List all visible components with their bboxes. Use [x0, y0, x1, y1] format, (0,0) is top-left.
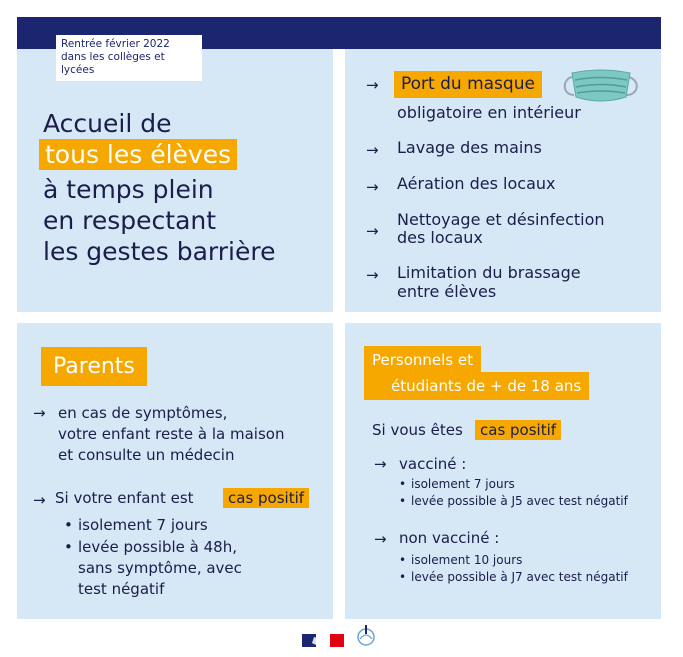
arrow-icon: →: [33, 491, 46, 509]
measure-ventilation: Aération des locaux: [397, 174, 556, 193]
staff-vaccinated-bullet-1: isolement 7 jours: [411, 477, 515, 491]
measure-mixing-2: entre élèves: [397, 282, 497, 301]
bullet-icon: •: [64, 516, 73, 534]
welcome-line-2: tous les élèves: [39, 139, 237, 170]
arrow-icon: →: [374, 530, 387, 548]
measure-mixing-1: Limitation du brassage: [397, 263, 581, 282]
staff-nonvaccinated-label: non vacciné :: [399, 529, 500, 547]
bullet-icon: •: [399, 570, 407, 584]
date-line-2: dans les collèges et lycées: [61, 51, 165, 76]
arrow-icon: →: [33, 404, 46, 422]
welcome-line-3: à temps plein: [43, 175, 214, 204]
staff-nonvaccinated-bullet-1: isolement 10 jours: [411, 553, 523, 567]
mask-sub: obligatoire en intérieur: [397, 103, 581, 122]
arrow-icon: →: [366, 141, 379, 159]
parents-positive-highlight: cas positif: [223, 488, 309, 508]
parents-title: Parents: [41, 347, 147, 386]
school-logo-icon: [352, 623, 380, 647]
bullet-icon: •: [399, 553, 407, 567]
measure-cleaning-1: Nettoyage et désinfection: [397, 210, 605, 229]
staff-title-2: étudiants de + de 18 ans: [364, 372, 589, 400]
staff-intro-highlight: cas positif: [475, 420, 561, 440]
date-line-1: Rentrée février 2022: [61, 38, 170, 50]
bullet-icon: •: [64, 538, 73, 556]
parents-symptoms-1: en cas de symptômes,: [58, 404, 228, 422]
mask-icon: [562, 67, 640, 105]
welcome-line-4: en respectant: [43, 206, 217, 235]
parents-bullet-2-1: levée possible à 48h,: [78, 538, 238, 556]
parents-bullet-2-2: sans symptôme, avec: [78, 559, 242, 577]
parents-positive-prefix: Si votre enfant est: [55, 489, 194, 507]
staff-vaccinated-bullet-2: levée possible à J5 avec test négatif: [411, 494, 628, 508]
arrow-icon: →: [366, 222, 379, 240]
parents-bullet-1: isolement 7 jours: [78, 516, 208, 534]
arrow-icon: →: [366, 76, 379, 94]
welcome-line-5: les gestes barrière: [43, 237, 276, 266]
arrow-icon: →: [366, 178, 379, 196]
measure-cleaning-2: des locaux: [397, 228, 483, 247]
date-label: [56, 35, 202, 81]
staff-vaccinated-label: vacciné :: [399, 455, 467, 473]
french-republic-logo: [302, 632, 344, 645]
arrow-icon: →: [366, 266, 379, 284]
parents-symptoms-3: et consulte un médecin: [58, 446, 235, 464]
welcome-line-1: Accueil de: [43, 109, 172, 138]
parents-bullet-2-3: test négatif: [78, 580, 165, 598]
mask-label: Port du masque: [394, 71, 542, 98]
arrow-icon: →: [374, 455, 387, 473]
staff-nonvaccinated-bullet-2: levée possible à J7 avec test négatif: [411, 570, 628, 584]
measure-handwashing: Lavage des mains: [397, 138, 542, 157]
bullet-icon: •: [399, 477, 407, 491]
bullet-icon: •: [399, 494, 407, 508]
staff-intro: Si vous êtes: [372, 421, 463, 439]
staff-title-1: Personnels et: [364, 346, 481, 374]
parents-symptoms-2: votre enfant reste à la maison: [58, 425, 285, 443]
